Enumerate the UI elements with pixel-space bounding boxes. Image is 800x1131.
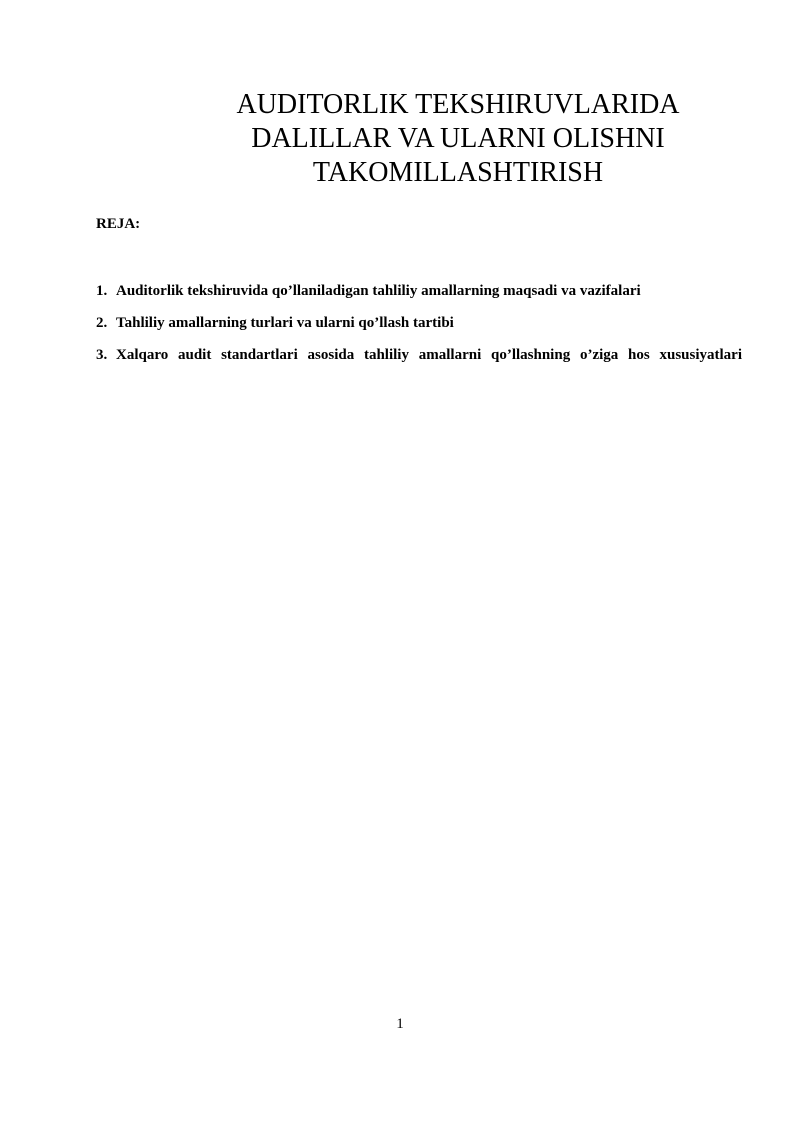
title-line: AUDITORLIK TEKSHIRUVLARIDA — [236, 89, 680, 120]
plan-list — [96, 281, 746, 377]
document-title — [180, 88, 736, 190]
plan-item-number: 3. — [96, 347, 108, 363]
plan-item-number: 1. — [96, 283, 108, 299]
plan-item — [96, 345, 746, 365]
plan-heading: REJA: — [96, 216, 141, 232]
title-line: DALILLAR VA ULARNI OLISHNI — [251, 123, 665, 154]
plan-item — [96, 281, 746, 301]
plan-item-number: 2. — [96, 315, 108, 331]
page-number: 1 — [396, 1016, 404, 1032]
plan-item-text: Tahliliy amallarning turlari va ularni qo’llash tartibi — [116, 315, 454, 331]
plan-item-text: Xalqaro audit standartlari asosida tahliliy amallarni qo’llashning o’ziga hos xususiyatlari — [116, 347, 742, 363]
title-line: TAKOMILLASHTIRISH — [312, 157, 604, 188]
plan-item — [96, 313, 746, 333]
plan-item-text: Auditorlik tekshiruvida qo’llaniladigan tahliliy amallarning maqsadi va vazifalari — [116, 283, 641, 299]
